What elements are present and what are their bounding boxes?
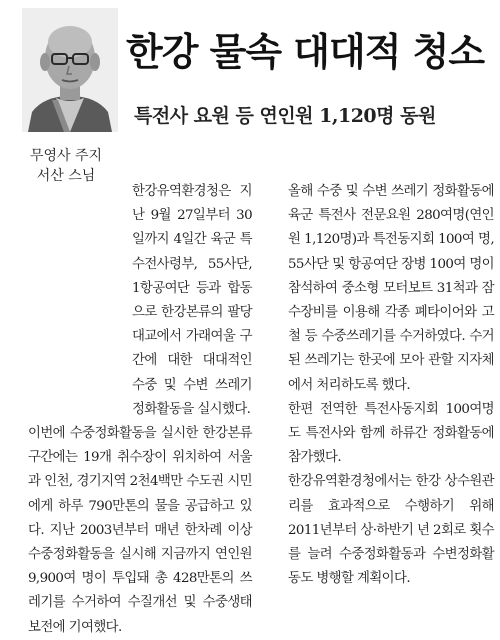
article-column-left — [8, 180, 252, 640]
article-paragraph: 이번에 수중정화활동을 실시한 한강본류 구간에는 19개 취수장이 위치하여 서울과 인천, 경기지역 2천4백만 수도권 시민에게 하루 790만톤의 물을 공급하고 있다. 지난 2003년부터 매년 한차례 이상 수중정화활동을 실시해 지금까지 연인원 9,900여 명이 투입돼 총 428만톤의 쓰레기를 수거하여 수질개선 및 수중생태 보전에 기여했다. — [28, 426, 252, 635]
article-column-right — [268, 180, 494, 591]
caption-name: 서산 스님 — [36, 168, 96, 184]
monk-portrait-icon — [22, 8, 118, 132]
caption-title: 무영사 주지 — [29, 148, 103, 164]
monk-portrait-photo — [22, 8, 118, 132]
article-paragraph: 한강유역환경청은 지난 9월 27일부터 30일까지 4일간 육군 특수전사령부, 55사단, 1항공여단 등과 합동으로 한강본류의 팔당대교에서 가래여울 구간에 대한 대대적인 수중 및 수변 쓰레기 정화활동을 실시했다. — [132, 184, 252, 417]
article-paragraph: 한편 전역한 특전사동지회 100여명도 특전사와 함께 하류간 정화활동에 참가했다. — [288, 401, 494, 466]
article-paragraph: 올해 수중 및 수변 쓰레기 정화활동에 육군 특전사 전문요원 280여명(연인원 1,120명)과 특전동지회 100여 명, 55사단 및 항공여단 장병 100여 명이 참석하여 중소형 모터보트 31척과 잠수장비를 이용해 각종 폐타이어와 고철 등 수중쓰레기를 수거하였다. 수거된 쓰레기는 한곳에 모아 관할 지자체에서 처리하도록 했다. — [288, 184, 494, 393]
article-paragraph: 한강유역환경청에서는 한강 상수원관리를 효과적으로 수행하기 위해 2011년부터 상·하반기 년 2회로 횟수를 늘려 수중정화활동과 수변정화활동도 병행할 계획이다. — [288, 474, 494, 587]
subheadline: 특전사 요원 등 연인원 1,120명 동원 — [134, 105, 436, 127]
headline: 한강 물속 대대적 청소 — [126, 30, 485, 74]
